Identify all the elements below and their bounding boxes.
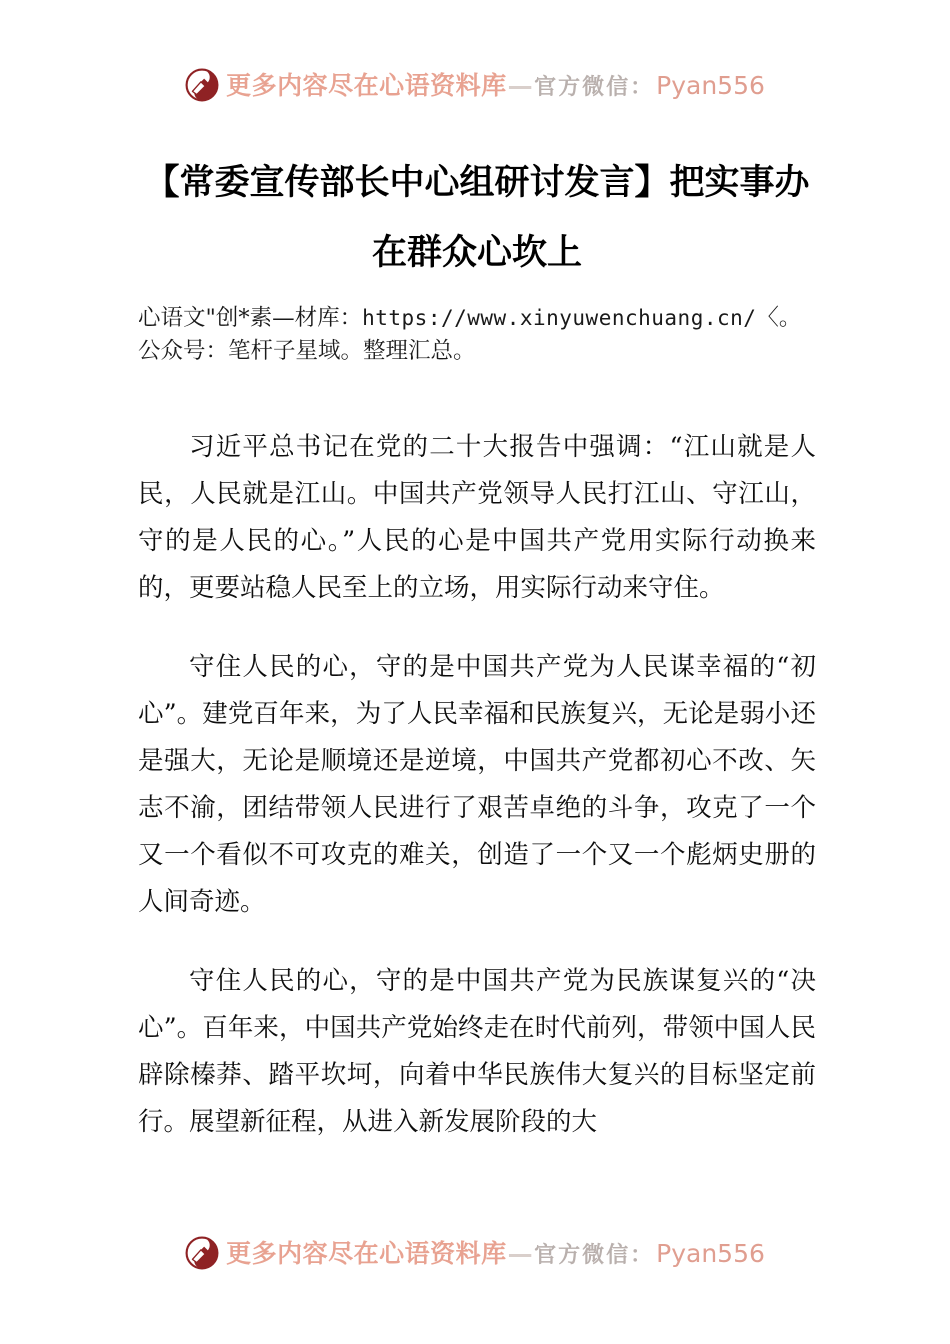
watermark-wechat-id: Pyan556 bbox=[656, 70, 765, 100]
attribution-suffix: 〈。公众号：笔杆子星域。整理汇总。 bbox=[138, 305, 802, 364]
title-line-1: 【常委宣传部长中心组研讨发言】把实事办 bbox=[144, 162, 810, 203]
watermark-main-text: 更多内容尽在心语资料库 bbox=[226, 70, 507, 100]
attribution-url-head: https:// bbox=[362, 306, 468, 330]
body-text bbox=[138, 424, 816, 1146]
watermark-sub-text: 官方微信： bbox=[534, 1241, 655, 1268]
watermark-dash: — bbox=[507, 1238, 534, 1268]
footer-watermark bbox=[0, 1236, 950, 1270]
paragraph-2: 守住人民的心，守的是中国共产党为人民谋幸福的“初心”。建党百年来，为了人民幸福和民族复兴，无论是弱小还是强大，无论是顺境还是逆境，中国共产党都初心不改、矢志不渝，团结带领人民进行了艰苦卓绝的斗争，攻克了一个又一个看似不可攻克的难关，创造了一个又一个彪炳史册的人间奇迹。 bbox=[138, 652, 816, 917]
source-attribution bbox=[138, 302, 816, 368]
yin-yang-brush-logo-icon bbox=[185, 68, 219, 102]
watermark-main-text: 更多内容尽在心语资料库 bbox=[226, 1238, 507, 1268]
document-content bbox=[138, 148, 816, 1146]
yin-yang-brush-logo-icon bbox=[185, 1236, 219, 1270]
paragraph-3: 守住人民的心，守的是中国共产党为民族谋复兴的“决心”。百年来，中国共产党始终走在时代前列，带领中国人民辟除榛莽、踏平坎坷，向着中华民族伟大复兴的目标坚定前行。展望新征程，从进入新发展阶段的大 bbox=[138, 966, 816, 1137]
attribution-prefix: 心语文"创*素—材库： bbox=[138, 305, 363, 331]
title-line-2: 在群众心坎上 bbox=[371, 232, 582, 273]
watermark-dash: — bbox=[507, 70, 534, 100]
watermark-text bbox=[226, 70, 765, 100]
watermark-text bbox=[226, 1238, 765, 1268]
paragraph-1: 习近平总书记在党的二十大报告中强调：“江山就是人民，人民就是江山。中国共产党领导人民打江山、守江山，守的是人民的心。”人民的心是中国共产党用实际行动换来的，更要站稳人民至上的立场，用实际行动来守住。 bbox=[138, 432, 816, 603]
watermark-sub-text: 官方微信： bbox=[534, 73, 655, 100]
header-watermark bbox=[0, 68, 950, 102]
watermark-wechat-id: Pyan556 bbox=[656, 1238, 765, 1268]
attribution-url-tail: www.xinyuwenchuang.cn/ bbox=[467, 306, 757, 330]
page-title bbox=[138, 148, 816, 288]
